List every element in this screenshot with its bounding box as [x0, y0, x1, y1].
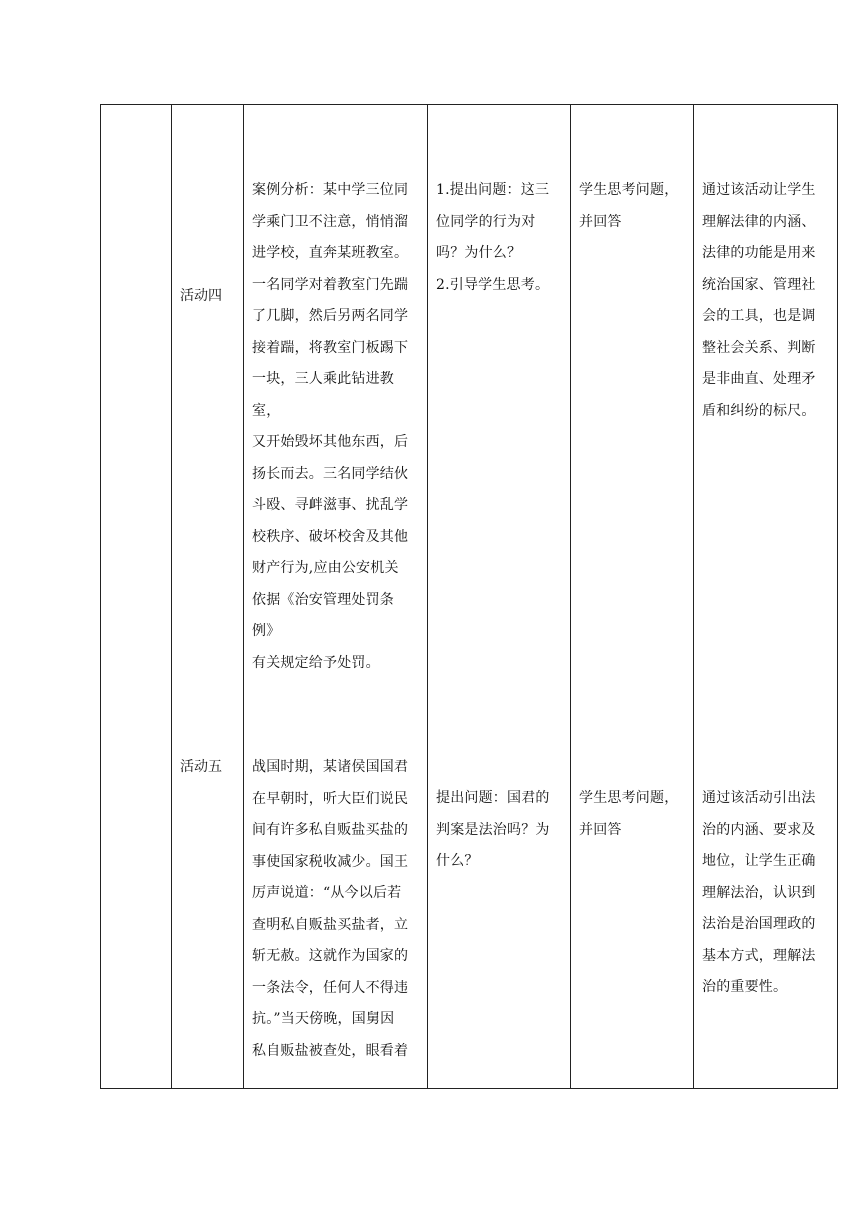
lesson-plan-table [100, 104, 838, 1089]
purpose-5: 通过该活动引出法 治的内涵、要求及 地位，让学生正确 理解法治，认识到 法治是治国理政的 基本方式，理解法 治的重要性。 [702, 790, 816, 995]
activity-label-5: 活动五 [180, 759, 222, 775]
activity-label-column [172, 105, 244, 1089]
section-cell [101, 105, 172, 1089]
student-column [571, 105, 694, 1089]
content-column [244, 105, 428, 1089]
activity-label-4: 活动四 [180, 288, 222, 304]
teacher-activity-4: 1.提出问题：这三 位同学的行为对 吗？为什么？ 2.引导学生思考。 [436, 182, 550, 293]
case-content-5: 战国时期，某诸侯国国君 在早朝时，听大臣们说民 间有许多私自贩盐买盐的 事使国家税收减少。国王 厉声说道：“从今以后若 查明私自贩盐买盐者，立 斩无赦。这就作为国家的 一条法令，任何人不得违 抗。”当天傍晚，国舅因 私自贩盐被查处，眼看着 [252, 759, 409, 1059]
case-content-4: 案例分析：某中学三位同 学乘门卫不注意，悄悄溜 进学校，直奔某班教室。 一名同学对着教室门先踹 了几脚，然后另两名同学 接着踹，将教室门板踢下 一块，三人乘此钻进教室， 又开始毁坏其他东西，后 扬长而去。三名同学结伙 斗殴、寻衅滋事、扰乱学 校秩序、破坏校舍及其他 财产行为,应由公安机关 依据《治安管理处罚条例》 有关规定给予处罚。 [252, 182, 409, 671]
teacher-activity-5: 提出问题：国君的 判案是法治吗？为 什么？ [436, 790, 550, 869]
purpose-4: 通过该活动让学生 理解法律的内涵、 法律的功能是用来 统治国家、管理社 会的工具，也是调 整社会关系、判断 是非曲直、处理矛 盾和纠纷的标尺。 [702, 182, 816, 419]
student-activity-4: 学生思考问题， 并回答 [579, 182, 679, 230]
table-row [101, 105, 838, 1089]
student-activity-5: 学生思考问题， 并回答 [579, 790, 679, 838]
purpose-column [694, 105, 838, 1089]
teacher-column [428, 105, 571, 1089]
